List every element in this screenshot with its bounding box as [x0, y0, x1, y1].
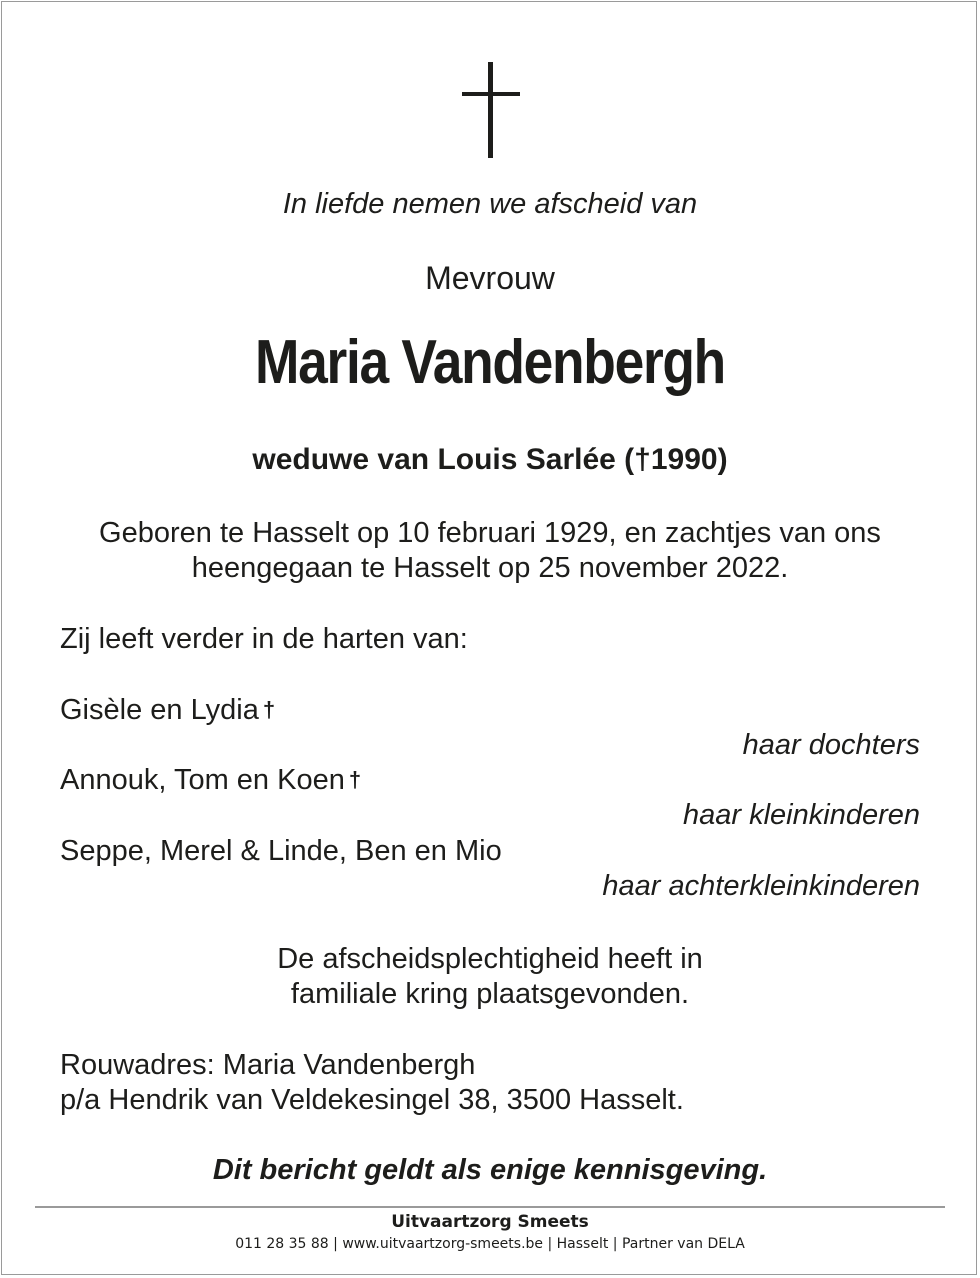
- ceremony-line-2: familiale kring plaatsgevonden.: [290, 978, 690, 1010]
- survivor-names-3: Seppe, Merel & Linde, Ben en Mio: [60, 835, 502, 867]
- ceremony-text: [0, 942, 980, 1012]
- cross-icon: [462, 62, 520, 158]
- undertaker-name: Uitvaartzorg Smeets: [391, 1212, 589, 1232]
- deceased-cross-icon: †: [262, 697, 276, 722]
- widow-line: weduwe van Louis Sarlée (†1990): [252, 443, 728, 476]
- survivor-relation-3: haar achterkleinkinderen: [602, 870, 920, 902]
- survivor-names-1: [60, 694, 275, 727]
- notice-text: Dit bericht geldt als enige kennisgeving.: [212, 1154, 768, 1186]
- address-line-2: p/a Hendrik van Veldekesingel 38, 3500 Hasselt.: [60, 1084, 684, 1116]
- survivor-names-2: [60, 764, 361, 797]
- deceased-cross-icon: †: [348, 767, 362, 792]
- footer-divider: [35, 1206, 945, 1208]
- deceased-name: Maria Vandenbergh: [255, 328, 725, 397]
- survivor-relation-1: haar dochters: [742, 729, 920, 761]
- birth-line-2: heengegaan te Hasselt op 25 november 2022.: [191, 552, 789, 584]
- survivor-names: Gisèle en Lydia: [60, 694, 259, 726]
- birth-line-1: Geboren te Hasselt op 10 februari 1929, en zachtjes van ons: [99, 517, 881, 549]
- birth-death-text: [0, 516, 980, 586]
- survivor-relation-2: haar kleinkinderen: [683, 799, 920, 831]
- intro-text: In liefde nemen we afscheid van: [282, 188, 698, 220]
- undertaker-contact: 011 28 35 88 | www.uitvaartzorg-smeets.be | Hasselt | Partner van DELA: [235, 1236, 745, 1252]
- address-line-1: Rouwadres: Maria Vandenbergh: [60, 1049, 476, 1081]
- salutation: Mevrouw: [425, 260, 555, 296]
- mourning-address: [60, 1048, 684, 1118]
- ceremony-line-1: De afscheidsplechtigheid heeft in: [277, 943, 703, 975]
- survivor-names: Annouk, Tom en Koen: [60, 764, 345, 796]
- survivors-heading: Zij leeft verder in de harten van:: [60, 623, 468, 655]
